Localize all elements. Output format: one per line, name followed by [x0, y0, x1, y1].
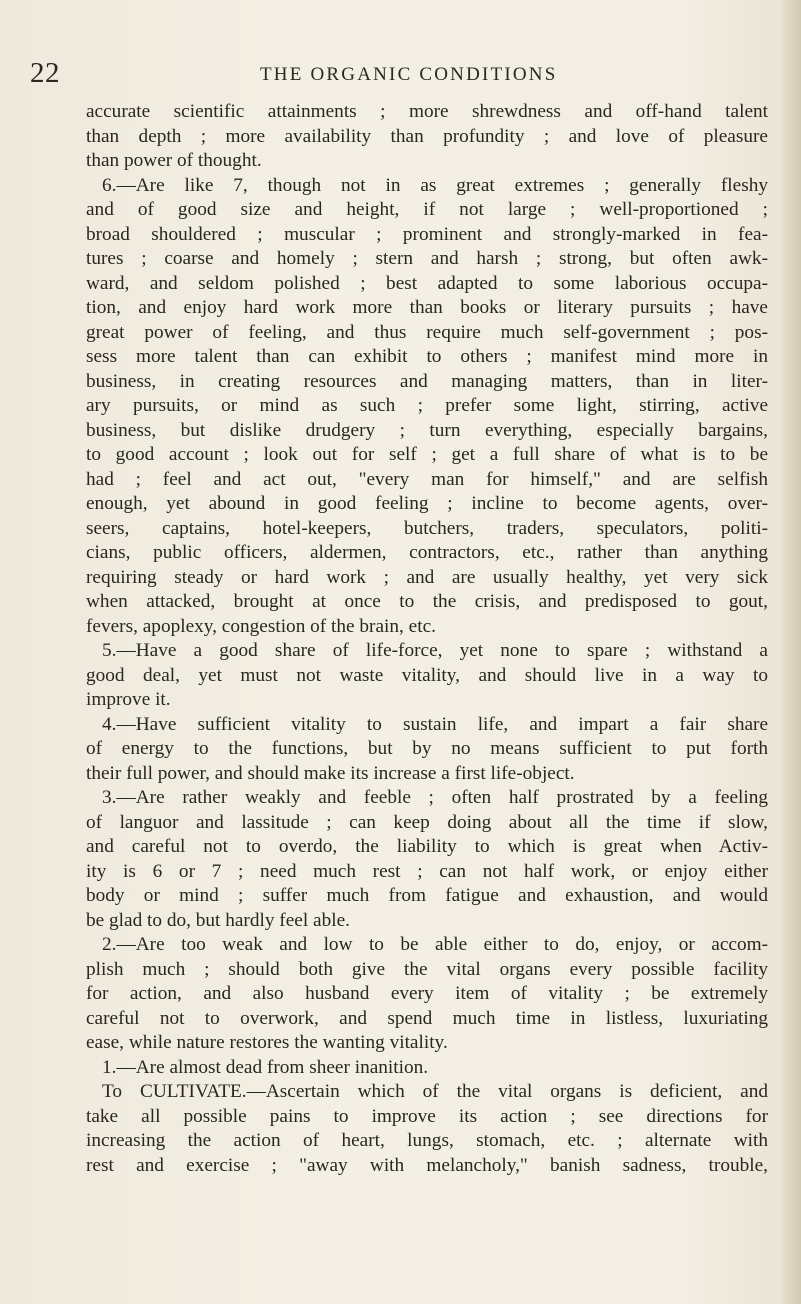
- body-text: [86, 100, 768, 1178]
- text-line: 2.—Are too weak and low to be able either to do, enjoy, or accom-: [102, 934, 768, 955]
- text-line: sess more talent than can exhibit to others ; manifest mind more in: [86, 346, 768, 367]
- text-line: tures ; coarse and homely ; stern and harsh ; strong, but often awk-: [86, 248, 768, 269]
- text-line: ease, while nature restores the wanting vitality.: [86, 1032, 448, 1053]
- text-line: cians, public officers, aldermen, contractors, etc., rather than anything: [86, 542, 768, 563]
- text-line: fevers, apoplexy, congestion of the brain, etc.: [86, 615, 436, 637]
- text-line: 4.—Have sufficient vitality to sustain life, and impart a fair share: [102, 713, 768, 735]
- text-line: increasing the action of heart, lungs, stomach, etc. ; alternate with: [86, 1130, 768, 1151]
- running-head: THE ORGANIC CONDITIONS: [260, 64, 558, 85]
- text-line: 1.—Are almost dead from sheer inanition.: [102, 1056, 429, 1078]
- text-line: to good account ; look out for self ; get a full share of what is to be: [86, 444, 768, 465]
- text-line: good deal, yet must not waste vitality, and should live in a way to: [86, 664, 768, 686]
- text-line: plish much ; should both give the vital organs every possible facility: [86, 958, 768, 980]
- text-line: of languor and lassitude ; can keep doing about all the time if slow,: [86, 811, 768, 833]
- text-line: for action, and also husband every item of vitality ; be extremely: [86, 983, 768, 1004]
- text-line: improve it.: [86, 689, 171, 710]
- text-line: be glad to do, but hardly feel able.: [86, 909, 350, 931]
- text-line: rest and exercise ; "away with melancholy," banish sadness, trouble,: [86, 1154, 768, 1176]
- text-line: than depth ; more availability than profundity ; and love of pleasure: [86, 125, 768, 147]
- text-line: had ; feel and act out, "every man for himself," and are selfish: [86, 468, 768, 490]
- text-line: and careful not to overdo, the liability to which is great when Activ-: [86, 836, 768, 857]
- text-line: body or mind ; suffer much from fatigue and exhaustion, and would: [86, 885, 768, 906]
- text-line: careful not to overwork, and spend much time in listless, luxuriating: [86, 1007, 768, 1029]
- page-edge-shadow: [779, 0, 801, 1304]
- text-line: ward, and seldom polished ; best adapted to some laborious occupa-: [86, 272, 768, 294]
- page-header: [30, 56, 772, 90]
- text-line: and of good size and height, if not large ; well-proportioned ;: [86, 199, 768, 220]
- text-line: business, in creating resources and managing matters, than in liter-: [86, 370, 768, 392]
- text-line: 3.—Are rather weakly and feeble ; often half prostrated by a feeling: [102, 787, 768, 808]
- text-line: of energy to the functions, but by no means sufficient to put forth: [86, 738, 768, 759]
- text-line: enough, yet abound in good feeling ; incline to become agents, over-: [86, 493, 768, 514]
- text-line: when attacked, brought at once to the crisis, and predisposed to gout,: [86, 591, 768, 612]
- text-line: 5.—Have a good share of life-force, yet none to spare ; withstand a: [102, 640, 768, 661]
- text-line: than power of thought.: [86, 150, 262, 171]
- text-line: take all possible pains to improve its action ; see directions for: [86, 1105, 768, 1127]
- text-line: their full power, and should make its increase a first life-object.: [86, 762, 575, 784]
- page-number: 22: [30, 57, 60, 89]
- text-line: broad shouldered ; muscular ; prominent and strongly-marked in fea-: [86, 223, 768, 245]
- text-line: accurate scientific attainments ; more shrewdness and off-hand talent: [86, 101, 768, 122]
- text-line: requiring steady or hard work ; and are usually healthy, yet very sick: [86, 566, 768, 588]
- text-line: To CULTIVATE.—Ascertain which of the vital organs is deficient, and: [102, 1081, 768, 1102]
- text-line: business, but dislike drudgery ; turn everything, especially bargains,: [86, 419, 768, 441]
- text-line: great power of feeling, and thus require much self-government ; pos-: [86, 321, 768, 343]
- text-line: 6.—Are like 7, though not in as great extremes ; generally fleshy: [102, 174, 768, 196]
- text-line: seers, captains, hotel-keepers, butchers, traders, speculators, politi-: [86, 517, 768, 539]
- text-line: ary pursuits, or mind as such ; prefer some light, stirring, active: [86, 395, 768, 416]
- text-line: ity is 6 or 7 ; need much rest ; can not half work, or enjoy either: [86, 860, 768, 882]
- text-line: tion, and enjoy hard work more than books or literary pursuits ; have: [86, 297, 768, 318]
